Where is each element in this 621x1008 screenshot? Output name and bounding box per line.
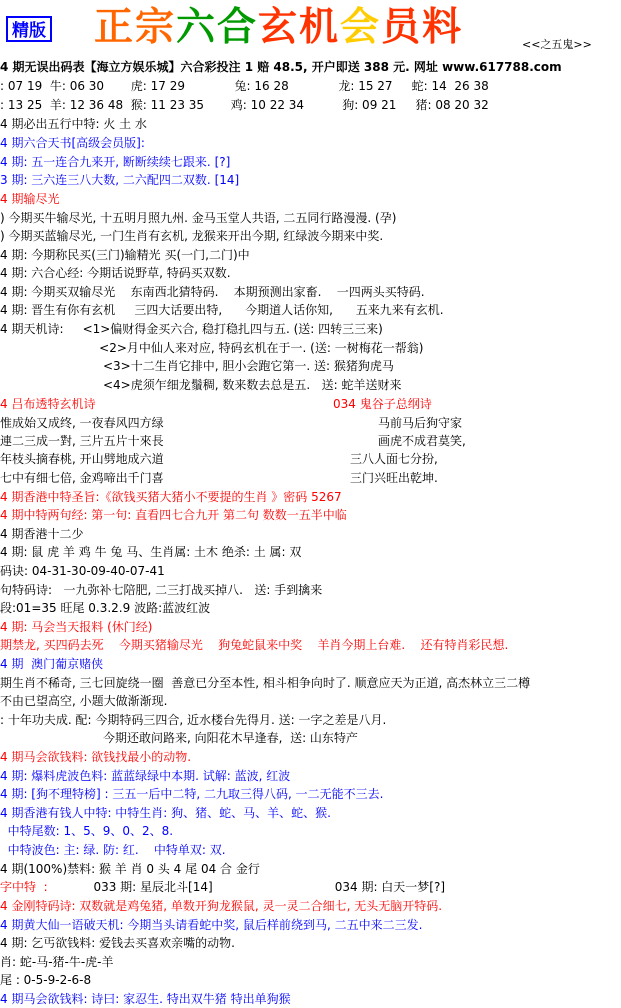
text-line — [0, 899, 442, 913]
text-segment: <4>虎须乍细龙鬚稠, 数来数去总是五. 送: 蛇羊送财来 — [0, 378, 402, 392]
title-part: 会 — [340, 5, 382, 50]
title-part: 玄机 — [258, 5, 341, 50]
text-line — [0, 173, 239, 187]
text-line — [0, 490, 342, 504]
text-line — [0, 843, 226, 857]
text-segment: 4 期: 晋生有你有玄机 三四大话要出特, 今期道人话你知, 五来九来有玄机. — [0, 303, 444, 317]
text-line — [0, 769, 290, 783]
text-segment: : 07 19 牛: 06 30 虎: 17 29 兔: 16 28 龙: 15 27 蛇: 14 26 38 — [0, 79, 489, 93]
text-segment: 4 期: 今期买双输尽光 东南西北猜特码. 本期预测出家畜. 一四两头买特码. — [0, 285, 425, 299]
text-segment: 4 期: 六合心经: 今期话说野草, 特码买双数. — [0, 266, 231, 280]
text-line — [0, 638, 508, 652]
text-segment: 4 期: 鼠 虎 羊 鸡 牛 兔 马、生肖属: 土木 绝杀: 土 属: 双 — [0, 545, 302, 559]
page-title — [94, 4, 463, 52]
text-segment: 4 期 澳门葡京赌侠 — [0, 657, 104, 671]
text-segment: 七中有细七倍, 金鸡啼出千门喜 — [0, 471, 164, 485]
text-line — [0, 918, 422, 932]
text-segment: 4 期: 马会当天报料 (休门经) — [0, 620, 153, 634]
text-line — [0, 657, 103, 671]
text-line — [0, 117, 147, 131]
text-line — [0, 434, 164, 448]
text-line — [0, 583, 322, 597]
page-subtitle: <<之五鬼>> — [522, 38, 592, 51]
text-line — [0, 155, 230, 169]
edition-badge: 精版 — [6, 16, 52, 42]
text-segment: 4 期: 今期称民买(三门)输精光 买(一门,二门)中 — [0, 248, 250, 262]
text-segment: 尾 : 0-5-9-2-6-8 — [0, 973, 92, 987]
text-segment: 字中特 : — [0, 880, 48, 894]
title-part: 六合 — [176, 5, 259, 50]
right-column-line: 034 鬼谷子总纲诗 — [333, 397, 432, 411]
text-line — [0, 211, 396, 225]
right-column-line: 三八人面七分扮, — [350, 452, 438, 466]
text-line — [0, 731, 358, 745]
text-segment: 码诀: 04-31-30-09-40-07-41 — [0, 564, 165, 578]
text-segment: 4 期无误出码表【海立方娱乐城】六合彩投注 1 赔 48.5, 开户即送 388 元. 网址 www.617788.com — [0, 60, 562, 74]
text-segment: 4 期: [狗不理特榜] : 三五一后中二特, 二九取三得八码, 一二无能不三去. — [0, 787, 384, 801]
text-segment: ) 今期买牛输尽光, 十五明月照九州. 金马玉堂人共语, 二五同行路漫漫. (孕) — [0, 211, 397, 225]
text-line — [0, 601, 210, 615]
text-line — [0, 880, 445, 894]
right-column-line: 画虎不成君莫笑, — [378, 434, 466, 448]
text-segment: 4 期(100%)禁料: 猴 羊 肖 0 头 4 尾 04 合 金行 — [0, 862, 260, 876]
text-line — [0, 60, 562, 74]
text-segment: 段:01=35 旺尾 0.3.2.9 波路:蓝波红波 — [0, 601, 211, 615]
text-line — [0, 303, 444, 317]
text-line — [0, 620, 153, 634]
text-segment: 惟成始又成终, 一夜春风四方绿 — [0, 416, 164, 430]
text-line — [0, 136, 145, 150]
text-line — [0, 545, 301, 559]
text-segment: 4 吕布透特玄机诗 — [0, 397, 96, 411]
text-segment: 期禁龙, 买四码去死 今期买猪输尽光 狗兔蛇鼠来中奖 羊肖今期上台难. 还有特肖彩民想. — [0, 638, 509, 652]
text-segment: 4 期马会欲钱料: 欲钱找最小的动物. — [0, 750, 192, 764]
text-line — [0, 229, 383, 243]
text-segment: 不由已望高空, 小题大做渐渐现. — [0, 694, 168, 708]
text-line — [0, 248, 250, 262]
text-line — [0, 416, 164, 430]
text-segment: 4 期天机诗: <1>偏财得金买六合, 稳打稳扎四与五. (送: 四转三三来) — [0, 322, 383, 336]
title-part: 正宗 — [94, 5, 177, 50]
right-column-line: 马前马后狗守家 — [378, 416, 463, 430]
text-line — [0, 955, 114, 969]
text-line — [0, 359, 394, 373]
text-line — [0, 341, 423, 355]
text-segment: 4 期必出五行中特: 火 土 水 — [0, 117, 147, 131]
text-segment: 4 期: 乞丐欲钱料: 爱钱去买喜欢亲嘴的动物. — [0, 936, 235, 950]
text-segment: 033 期: 星辰北斗[14] 034 期: 白天一梦[?] — [47, 880, 446, 894]
text-segment: 4 期香港有钱人中特: 中特生肖: 狗、猪、蛇、马、羊、蛇、猴. — [0, 806, 331, 820]
text-segment: 4 期中特两句经: 第一句: 直看四七合九开 第二句 数数一五半中临 — [0, 508, 347, 522]
text-line — [0, 750, 191, 764]
text-line — [0, 285, 425, 299]
text-line — [0, 79, 489, 93]
text-line — [0, 527, 83, 541]
text-segment: 4 期马会欲钱料: 诗曰: 家忍生. 特出双牛猪 特出单狗猴 — [0, 992, 291, 1006]
text-line — [0, 694, 167, 708]
text-line — [0, 564, 165, 578]
text-line — [0, 378, 401, 392]
text-segment: 今期还敢问路来, 向阳花木早逢春, 送: 山东特产 — [0, 731, 358, 745]
text-line — [0, 322, 383, 336]
text-segment: 句特码诗: 一九弥补七陪肥, 二三打战买掉八. 送: 手到擒来 — [0, 583, 323, 597]
text-line — [0, 676, 530, 690]
text-line — [0, 397, 95, 411]
text-segment: 4 期: 五一连合九来开, 断断续续七跟来. [?] — [0, 155, 231, 169]
text-line — [0, 452, 164, 466]
text-segment: 4 期: 爆料虎波色料: 蓝蓝绿绿中本期. 试解: 蓝波, 红波 — [0, 769, 291, 783]
text-segment: 4 期黄大仙一语破天机: 今期当头请看蛇中奖, 鼠后样前绕到马, 二五中来二三发. — [0, 918, 423, 932]
right-column-line: 三门兴旺出乾坤. — [350, 471, 438, 485]
text-line — [0, 98, 489, 112]
text-segment: 4 期香港十二少 — [0, 527, 84, 541]
text-line — [0, 266, 231, 280]
text-line — [0, 508, 347, 522]
text-segment: : 13 25 羊: 12 36 48 猴: 11 23 35 鸡: 10 22 34 狗: 09 21 猪: 08 20 32 — [0, 98, 489, 112]
text-line — [0, 787, 383, 801]
text-segment: <3>十二生肖它排中, 胆小会跑它第一. 送: 猴猪狗虎马 — [0, 359, 394, 373]
text-segment: 期生肖不稀奇, 三七回旋绕一圈 善意已分至本性, 相斗相争向时了. 顺意应天为正道, 高杰林立三二樽 — [0, 676, 531, 690]
text-segment: : 十年功夫成. 配: 今期特码三四合, 近水楼台先得月. 送: 一字之差是八月. — [0, 713, 387, 727]
text-segment: 4 金刚特码诗: 双数就是鸡兔猪, 单数开狗龙猴鼠, 灵一灵二合细七, 无头无脑开特码. — [0, 899, 443, 913]
text-line — [0, 973, 91, 987]
text-segment: <2>月中仙人来对应, 特码玄机在于一. (送: 一树梅花一帮翁) — [0, 341, 424, 355]
text-segment: 4 期香港中特圣旨:《欲钱买猪大猪小不要提的生肖 》密码 5267 — [0, 490, 342, 504]
text-line — [0, 713, 386, 727]
text-line — [0, 806, 331, 820]
text-line — [0, 862, 260, 876]
text-line — [0, 471, 164, 485]
text-segment: ) 今期买蓝输尽光, 一门生肖有玄机, 龙猴来开出今期, 红绿波今期来中奖. — [0, 229, 384, 243]
text-line — [0, 824, 173, 838]
text-segment: 連二三成一對, 三片五片十來長 — [0, 434, 164, 448]
text-line — [0, 992, 291, 1006]
text-segment: 中特尾数: 1、5、9、0、2、8. — [0, 824, 174, 838]
text-segment: 肖: 蛇-马-猪-牛-虎-羊 — [0, 955, 114, 969]
text-segment: 3 期: 三六连三八大数, 二六配四二双数. [14] — [0, 173, 240, 187]
text-segment: 4 期输尽光 — [0, 192, 60, 206]
text-line — [0, 192, 59, 206]
text-segment: 4 期六合天书[高级会员版]: — [0, 136, 145, 150]
text-line — [0, 936, 235, 950]
text-segment: 中特波色: 主: 绿. 防: 红. 中特单双: 双. — [0, 843, 226, 857]
text-segment: 年枝头摘春桃, 开山劈地成六道 — [0, 452, 164, 466]
title-part: 员料 — [381, 5, 464, 50]
